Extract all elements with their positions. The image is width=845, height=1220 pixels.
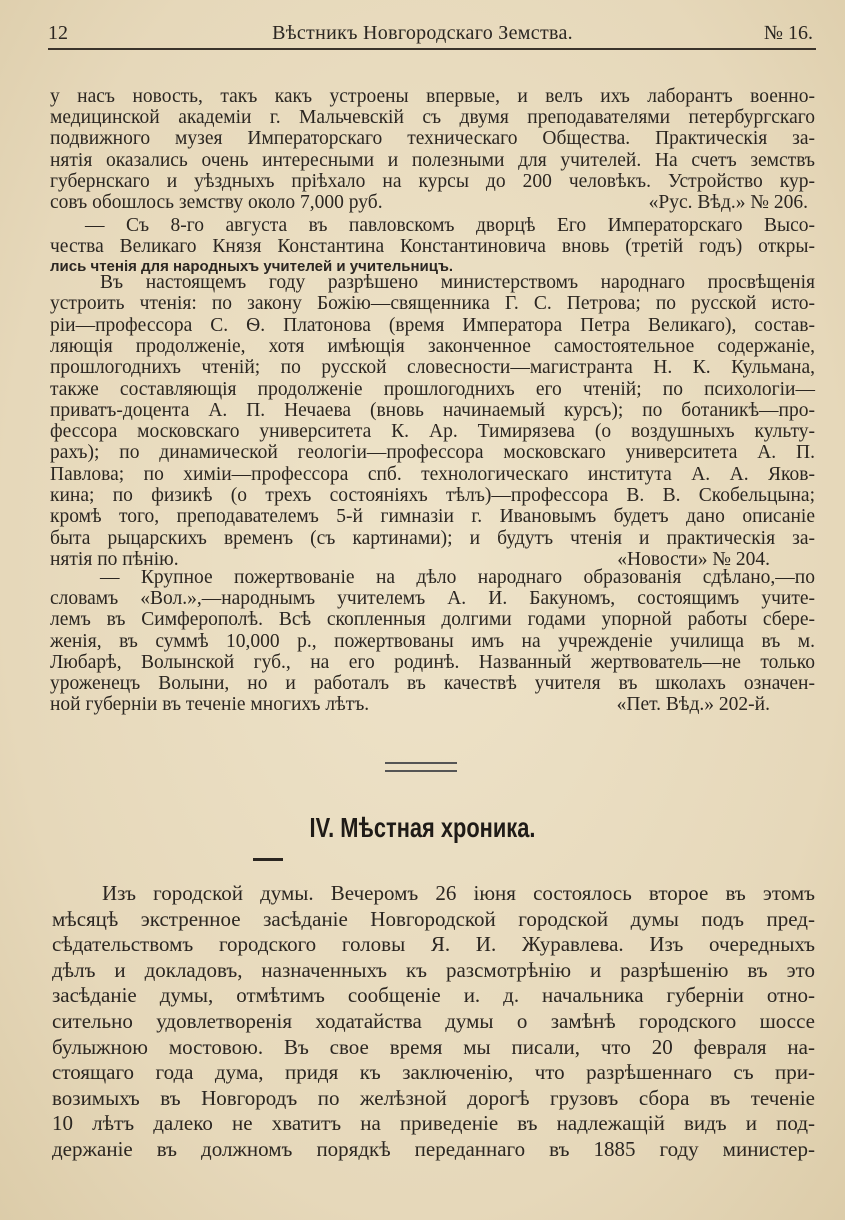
text-line: держаніе въ должномъ порядкѣ переданнаго въ 1885 году министер- <box>52 1137 815 1161</box>
text-line: быта рыцарскихъ временъ (съ картинами); и будутъ чтенія и практическія за- <box>50 527 815 549</box>
text-line: засѣданіе думы, отмѣтимъ сообщеніе и. д. начальника губерніи отно- <box>52 983 815 1008</box>
text-line: 10 лѣтъ далеко не хватитъ на приведеніе въ надлежащій видъ и под- <box>52 1111 815 1136</box>
text-line: лемъ въ Симферополѣ. Всѣ скопленныя долгими годами упорной работы сбере- <box>50 609 815 631</box>
text-line: Изъ городской думы. Вечеромъ 26 іюня состоялось второе въ этомъ <box>102 881 815 905</box>
text-line: Въ настоящемъ году разрѣшено министерствомъ народнаго просвѣщенія <box>100 272 815 293</box>
text-line: лись чтенія для народныхъ учителей и учительницъ. <box>50 258 454 275</box>
text-line: нятія по пѣнію. <box>50 548 179 570</box>
text-line: ріи—профессора С. Ѳ. Платонова (время Императора Петра Великаго), состав- <box>50 314 815 336</box>
text-line: нятія оказались очень интересными и полезными для учителей. На счетъ земствъ <box>50 149 815 171</box>
text-line: сѣдательствомъ городского головы Я. И. Журавлева. Изъ очередныхъ <box>52 932 815 957</box>
text-line: Любарѣ, Волынской губ., на его родинѣ. Названный жертвователь—не только <box>50 651 815 673</box>
issue-number: № 16. <box>763 22 813 44</box>
text-line: рахъ); по динамической геологіи—профессора московскаго университета А. П. <box>50 442 815 464</box>
source-citation: «Пет. Вѣд.» 202-й. <box>616 694 770 716</box>
heading-ornament <box>253 858 283 861</box>
text-line: сительно удовлетворенія ходатайства думы о замѣнѣ городского шоссе <box>52 1009 815 1033</box>
text-line: подвижного музея Императорскаго техническаго Общества. Практическія за- <box>50 128 815 150</box>
text-line: — Съ 8-го августа въ павловскомъ дворцѣ Его Императорскаго Высо- <box>85 215 815 236</box>
text-line: Павлова; по химіи—профессора спб. технологическаго института А. А. Яков- <box>50 463 815 485</box>
text-line: также составляющія продолженіе прошлогоднихъ его чтеній; по психологіи— <box>50 378 815 400</box>
text-line: женія, въ суммѣ 10,000 р., пожертвованы имъ на учрежденіе училища въ м. <box>50 630 815 652</box>
text-line: ляющія продолженіе, хотя имѣющія законченное самостоятельное содержаніе, <box>50 335 815 357</box>
text-line: дѣлъ и докладовъ, назначенныхъ къ разсмотрѣнію и разрѣшенію въ это <box>52 957 815 982</box>
text-line: губернскаго и уѣздныхъ пріѣхало на курсы до 200 человѣкъ. Устройство кур- <box>50 170 815 192</box>
text-line: ной губерніи въ теченіе многихъ лѣтъ. <box>50 694 370 716</box>
text-line: приватъ-доцента А. П. Нечаева (вновь начинаемый курсъ); по ботаникѣ—про- <box>50 399 815 421</box>
text-line: фессора московскаго университета К. Ар. Тимирязева (о воздушныхъ культу- <box>50 421 815 443</box>
text-line: совъ обошлось земству около 7,000 руб. <box>50 192 383 213</box>
running-title: Вѣстникъ Новгородскаго Земства. <box>272 22 573 44</box>
text-line: стоящаго года дума, придя къ заключенію, что разрѣшеннаго съ при- <box>52 1060 815 1085</box>
text-line: уроженецъ Волыни, но и работалъ въ качествѣ учителя въ школахъ означен- <box>50 673 815 694</box>
source-citation: «Рус. Вѣд.» № 206. <box>648 192 808 213</box>
text-line: прошлогоднихъ чтеній; по русской словесности—магистранта Н. К. Кульмана, <box>50 357 815 379</box>
text-line: кромѣ того, преподавателемъ 5-й гимназіи г. Ивановымъ будетъ дано описаніе <box>50 506 815 528</box>
source-citation: «Новости» № 204. <box>617 548 770 570</box>
text-line: — Крупное пожертвованіе на дѣло народнаго образованія сдѣлано,—по <box>100 567 815 588</box>
section-divider <box>385 762 457 772</box>
text-line: мѣсяцѣ экстренное засѣданіе Новгородской городской думы подъ пред- <box>52 906 815 931</box>
header-rule <box>48 48 816 50</box>
text-line: чества Великаго Князя Константина Константиновича вновь (третій годъ) откры- <box>50 235 815 257</box>
text-line: у насъ новость, такъ какъ устроены впервые, и велъ ихъ лаборантъ военно- <box>50 86 815 107</box>
text-line: возимыхъ въ Новгородъ по желѣзной дорогѣ грузовъ сбора въ теченіе <box>52 1085 815 1110</box>
text-line: словамъ «Вол.»,—народнымъ учителемъ А. И. Бакуномъ, состоящимъ учите- <box>50 588 815 610</box>
text-line: медицинской академіи г. Мальчевскій съ двумя преподавателями петербургскаго <box>50 107 815 129</box>
page-number: 12 <box>48 22 68 44</box>
section-heading: IV. Мѣстная хроника. <box>309 812 536 843</box>
text-line: булыжною мостовою. Въ свое время мы писали, что 20 февраля на- <box>52 1034 815 1059</box>
text-line: устроить чтенія: по закону Божію—священника Г. С. Петрова; по русской исто- <box>50 293 815 315</box>
text-line: кина; по физикѣ (о трехъ состояніяхъ тѣлъ)—профессора В. В. Скобельцына; <box>50 485 815 506</box>
